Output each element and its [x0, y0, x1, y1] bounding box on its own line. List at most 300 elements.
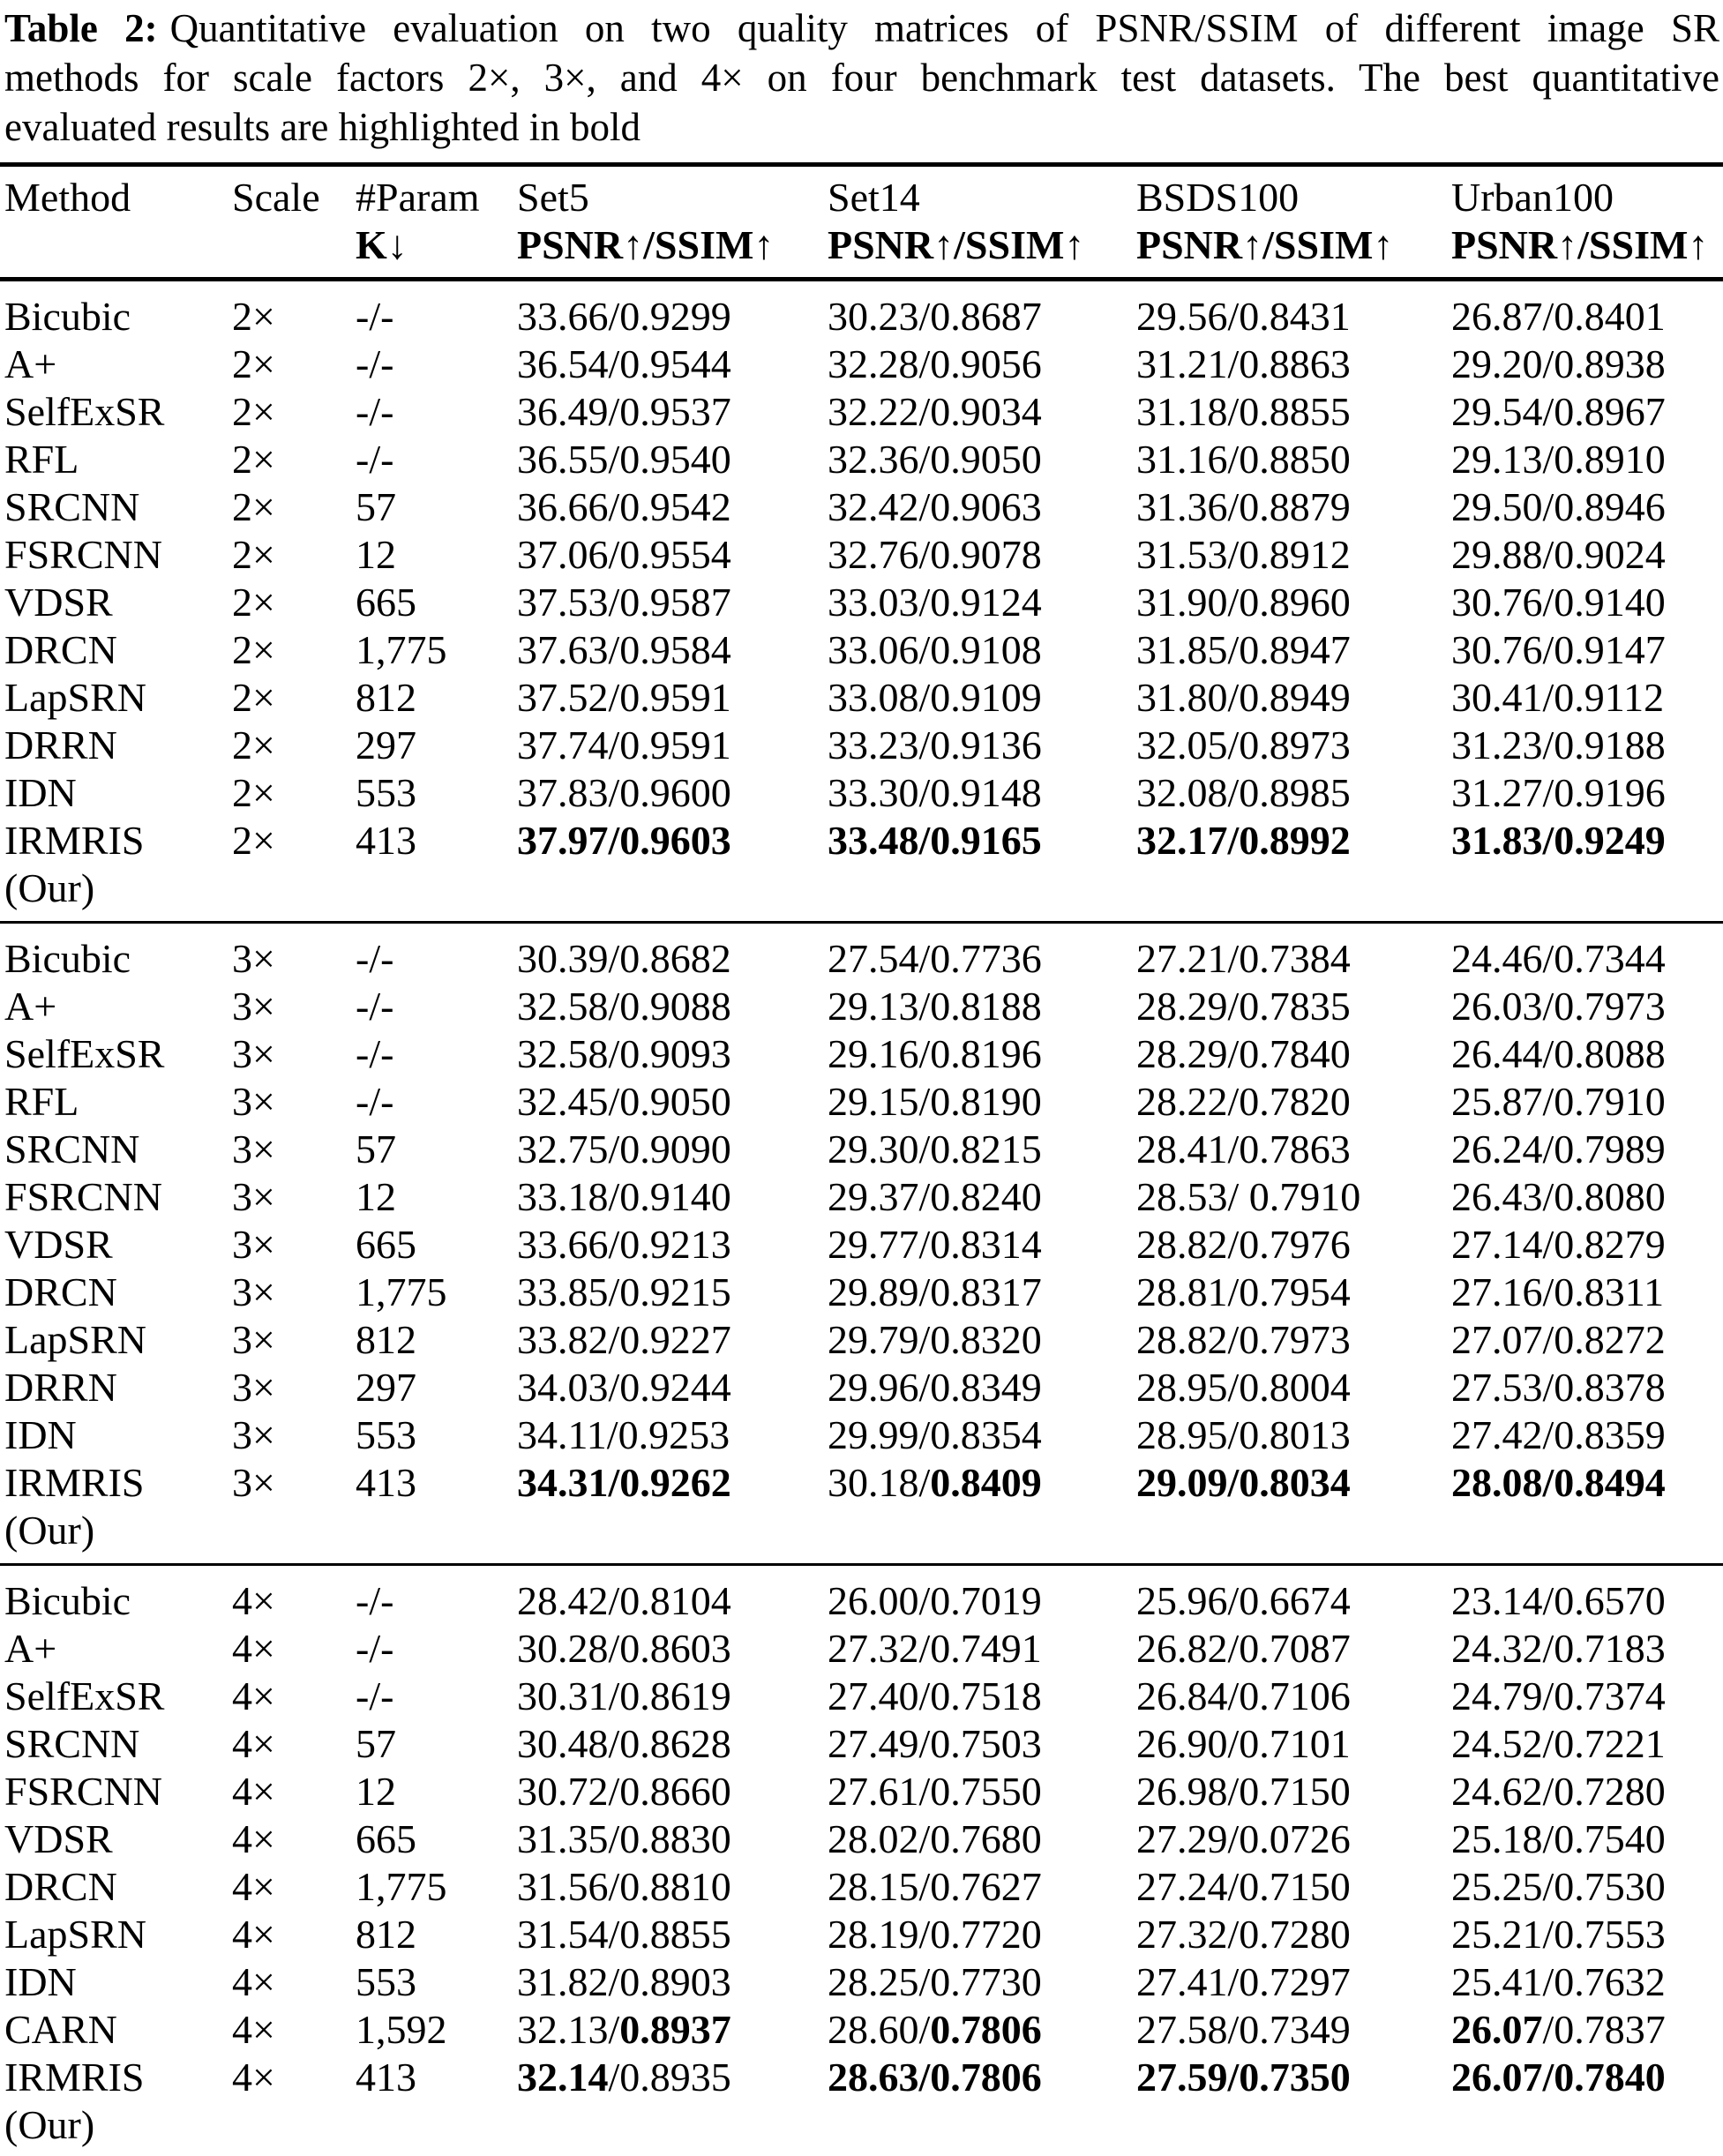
table-body [0, 281, 1723, 2156]
cell-bsds100: 28.29/0.7835 [1136, 984, 1351, 1029]
cell-param: 57 [356, 1127, 396, 1172]
method-name: VDSR [4, 580, 113, 625]
cell-param: -/- [356, 1079, 394, 1124]
method-name: FSRCNN [4, 1769, 162, 1814]
cell-set14: 29.96/0.8349 [828, 1365, 1042, 1410]
cell-bsds100: 31.36/0.8879 [1136, 484, 1351, 529]
cell-method [0, 1126, 232, 1173]
cell-urban100: 27.53/0.8378 [1451, 1365, 1666, 1410]
cell-urban100: 29.50/0.8946 [1451, 484, 1666, 529]
cell-set14: 27.40/0.7518 [828, 1673, 1042, 1718]
cell-scale: 4× [232, 1578, 275, 1623]
cell-urban100: 29.13/0.8910 [1451, 437, 1666, 482]
cell-set5: 31.54/0.8855 [517, 1912, 731, 1957]
cell-scale: 2× [232, 770, 275, 815]
method-name: A+ [4, 984, 57, 1029]
cell-urban100: 26.24/0.7989 [1451, 1127, 1666, 1172]
cell-set14: 33.48/0.9165 [828, 818, 1042, 863]
table-row [0, 626, 1723, 674]
col-header-set5-metrics: PSNR↑/SSIM↑ [517, 222, 775, 267]
header-row-2 [0, 221, 1723, 269]
cell-set5: 36.49/0.9537 [517, 389, 731, 434]
table-row [0, 1625, 1723, 1673]
cell-urban100: 24.46/0.7344 [1451, 936, 1666, 981]
method-name: SRCNN [4, 1721, 140, 1766]
method-name: DRCN [4, 1269, 117, 1314]
caption-text-1: Quantitative evaluation on two quality matrices of PSNR/SSIM of different image SR [169, 6, 1719, 50]
method-name: Bicubic [4, 936, 131, 981]
cell-urban100: 27.16/0.8311 [1451, 1269, 1665, 1314]
method-name: SRCNN [4, 484, 140, 529]
cell-scale: 4× [232, 2007, 275, 2052]
cell-scale: 2× [232, 675, 275, 720]
table-row [0, 817, 1723, 912]
cell-bsds100: 28.53/ 0.7910 [1136, 1174, 1361, 1219]
table-row [0, 1078, 1723, 1126]
method-name: A+ [4, 341, 57, 386]
cell-urban100: 25.25/0.7530 [1451, 1864, 1666, 1909]
cell-set14: 27.32/0.7491 [828, 1626, 1042, 1671]
cell-set5: 37.74/0.9591 [517, 722, 731, 767]
cell-set14: 27.61/0.7550 [828, 1769, 1042, 1814]
cell-urban100: 31.27/0.9196 [1451, 770, 1666, 815]
cell-set14: 32.28/0.9056 [828, 341, 1042, 386]
cell-urban100: 24.79/0.7374 [1451, 1673, 1666, 1718]
cell-set5: 37.06/0.9554 [517, 532, 731, 577]
cell-scale: 3× [232, 1365, 275, 1410]
table-row [0, 935, 1723, 983]
cell-set14: 33.30/0.9148 [828, 770, 1042, 815]
cell-param: 297 [356, 1365, 416, 1410]
cell-set14: 29.79/0.8320 [828, 1317, 1042, 1362]
cell-scale: 2× [232, 341, 275, 386]
cell-set14: 29.13/0.8188 [828, 984, 1042, 1029]
table-row [0, 483, 1723, 531]
cell-param: 553 [356, 770, 416, 815]
col-header-set5: Set5 [517, 175, 589, 220]
method-name: IDN [4, 1959, 77, 2004]
cell-bsds100: 28.95/0.8004 [1136, 1365, 1351, 1410]
cell-set14: 32.76/0.9078 [828, 532, 1042, 577]
cell-urban100: 26.07/0.7837 [1451, 2007, 1666, 2052]
cell-param: -/- [356, 984, 394, 1029]
col-header-bsds100-metrics: PSNR↑/SSIM↑ [1136, 222, 1394, 267]
cell-method [0, 674, 232, 722]
method-name: SelfExSR [4, 1673, 165, 1718]
cell-set14: 29.77/0.8314 [828, 1222, 1042, 1267]
cell-method [0, 722, 232, 769]
cell-set14: 33.08/0.9109 [828, 675, 1042, 720]
cell-set14: 30.23/0.8687 [828, 294, 1042, 339]
cell-method [0, 1364, 232, 1411]
method-name: IDN [4, 1412, 77, 1457]
cell-bsds100: 31.80/0.8949 [1136, 675, 1351, 720]
table-row [0, 1269, 1723, 1316]
cell-scale: 4× [232, 1959, 275, 2004]
method-name: DRCN [4, 1864, 117, 1909]
cell-method [0, 1577, 232, 1625]
cell-method [0, 817, 232, 912]
table-header [0, 167, 1723, 269]
cell-bsds100: 28.95/0.8013 [1136, 1412, 1351, 1457]
cell-method [0, 1221, 232, 1269]
cell-param: 413 [356, 818, 416, 863]
cell-param: -/- [356, 1626, 394, 1671]
cell-bsds100: 28.82/0.7973 [1136, 1317, 1351, 1362]
cell-set14: 32.22/0.9034 [828, 389, 1042, 434]
table-row [0, 2006, 1723, 2054]
cell-bsds100: 31.90/0.8960 [1136, 580, 1351, 625]
cell-scale: 2× [232, 818, 275, 863]
cell-method [0, 2006, 232, 2054]
cell-set14: 28.15/0.7627 [828, 1864, 1042, 1909]
cell-scale: 4× [232, 1626, 275, 1671]
cell-urban100: 29.88/0.9024 [1451, 532, 1666, 577]
cell-method [0, 1720, 232, 1768]
cell-bsds100: 28.81/0.7954 [1136, 1269, 1351, 1314]
cell-urban100: 24.52/0.7221 [1451, 1721, 1666, 1766]
cell-scale: 2× [232, 627, 275, 672]
cell-scale: 3× [232, 1079, 275, 1124]
cell-scale: 2× [232, 722, 275, 767]
cell-method [0, 1316, 232, 1364]
table-row [0, 1577, 1723, 1625]
method-name: SelfExSR [4, 1031, 165, 1076]
table-row [0, 579, 1723, 626]
cell-bsds100: 28.29/0.7840 [1136, 1031, 1351, 1076]
cell-urban100: 26.44/0.8088 [1451, 1031, 1666, 1076]
cell-set14: 30.18/0.8409 [828, 1460, 1042, 1505]
method-name: FSRCNN [4, 1174, 162, 1219]
cell-scale: 4× [232, 1816, 275, 1861]
cell-param: 1,775 [356, 1864, 447, 1909]
col-header-urban100: Urban100 [1451, 175, 1614, 220]
cell-bsds100: 31.16/0.8850 [1136, 437, 1351, 482]
cell-bsds100: 28.82/0.7976 [1136, 1222, 1351, 1267]
cell-scale: 3× [232, 1317, 275, 1362]
col-header-blank-1 [0, 221, 232, 269]
method-name: LapSRN [4, 1912, 146, 1957]
table-row [0, 1411, 1723, 1459]
table-section-2x [0, 281, 1723, 921]
cell-set5: 32.14/0.8935 [517, 2055, 731, 2100]
cell-method [0, 2054, 232, 2149]
cell-param: -/- [356, 1578, 394, 1623]
table-row [0, 2054, 1723, 2149]
cell-param: -/- [356, 437, 394, 482]
cell-set14: 27.54/0.7736 [828, 936, 1042, 981]
cell-method [0, 1030, 232, 1078]
cell-urban100: 29.20/0.8938 [1451, 341, 1666, 386]
method-name: SelfExSR [4, 389, 165, 434]
cell-urban100: 30.76/0.9140 [1451, 580, 1666, 625]
cell-scale: 2× [232, 484, 275, 529]
cell-scale: 3× [232, 1412, 275, 1457]
table-row [0, 1958, 1723, 2006]
col-header-blank-2 [232, 221, 356, 269]
table-row [0, 293, 1723, 341]
cell-set5: 30.48/0.8628 [517, 1721, 731, 1766]
cell-method [0, 626, 232, 674]
cell-bsds100: 31.21/0.8863 [1136, 341, 1351, 386]
cell-method [0, 1269, 232, 1316]
cell-method [0, 1863, 232, 1911]
table-row [0, 1364, 1723, 1411]
cell-scale: 2× [232, 437, 275, 482]
cell-set14: 28.25/0.7730 [828, 1959, 1042, 2004]
cell-set5: 33.18/0.9140 [517, 1174, 731, 1219]
cell-param: 812 [356, 1317, 416, 1362]
cell-method [0, 341, 232, 388]
cell-set14: 32.42/0.9063 [828, 484, 1042, 529]
cell-urban100: 25.41/0.7632 [1451, 1959, 1666, 2004]
cell-urban100: 27.07/0.8272 [1451, 1317, 1666, 1362]
table-row [0, 983, 1723, 1030]
cell-bsds100: 31.85/0.8947 [1136, 627, 1351, 672]
cell-urban100: 31.83/0.9249 [1451, 818, 1666, 863]
table-row [0, 1720, 1723, 1768]
table-row [0, 1030, 1723, 1078]
cell-set14: 28.60/0.7806 [828, 2007, 1042, 2052]
cell-method [0, 1173, 232, 1221]
method-name: Bicubic [4, 1578, 131, 1623]
method-name: FSRCNN [4, 532, 162, 577]
cell-scale: 3× [232, 1031, 275, 1076]
cell-method [0, 1768, 232, 1815]
cell-param: -/- [356, 1031, 394, 1076]
cell-set5: 32.45/0.9050 [517, 1079, 731, 1124]
cell-set5: 30.28/0.8603 [517, 1626, 731, 1671]
caption-line-3: evaluated results are highlighted in bold [4, 105, 641, 149]
table-row [0, 674, 1723, 722]
cell-set5: 32.75/0.9090 [517, 1127, 731, 1172]
cell-scale: 4× [232, 1912, 275, 1957]
cell-urban100: 26.43/0.8080 [1451, 1174, 1666, 1219]
cell-param: 1,775 [356, 627, 447, 672]
cell-bsds100: 27.29/0.0726 [1136, 1816, 1351, 1861]
col-header-method: Method [4, 175, 131, 220]
cell-bsds100: 32.08/0.8985 [1136, 770, 1351, 815]
method-note: (Our) [4, 2102, 95, 2147]
cell-set14: 27.49/0.7503 [828, 1721, 1042, 1766]
cell-method [0, 769, 232, 817]
cell-set5: 31.35/0.8830 [517, 1816, 731, 1861]
cell-bsds100: 26.98/0.7150 [1136, 1769, 1351, 1814]
cell-set14: 29.99/0.8354 [828, 1412, 1042, 1457]
cell-set5: 36.66/0.9542 [517, 484, 731, 529]
cell-set5: 37.52/0.9591 [517, 675, 731, 720]
table-row [0, 388, 1723, 436]
cell-param: 12 [356, 1769, 396, 1814]
cell-set5: 32.58/0.9088 [517, 984, 731, 1029]
method-name: SRCNN [4, 1127, 140, 1172]
results-table [0, 167, 1723, 2156]
caption-line-1 [4, 4, 1719, 53]
table-row [0, 1768, 1723, 1815]
cell-urban100: 26.03/0.7973 [1451, 984, 1666, 1029]
method-name: IDN [4, 770, 77, 815]
cell-param: 553 [356, 1412, 416, 1457]
table-section-4x [0, 1566, 1723, 2156]
method-name: IRMRIS [4, 818, 145, 863]
cell-scale: 4× [232, 1721, 275, 1766]
method-name: VDSR [4, 1222, 113, 1267]
table-row [0, 722, 1723, 769]
table-row [0, 1863, 1723, 1911]
cell-method [0, 1673, 232, 1720]
cell-urban100: 27.42/0.8359 [1451, 1412, 1666, 1457]
cell-param: 297 [356, 722, 416, 767]
cell-param: 553 [356, 1959, 416, 2004]
table-row [0, 1316, 1723, 1364]
cell-urban100: 23.14/0.6570 [1451, 1578, 1666, 1623]
cell-set5: 34.03/0.9244 [517, 1365, 731, 1410]
cell-urban100: 24.32/0.7183 [1451, 1626, 1666, 1671]
cell-scale: 3× [232, 1460, 275, 1505]
cell-set14: 29.16/0.8196 [828, 1031, 1042, 1076]
caption-line-2: methods for scale factors 2×, 3×, and 4× on four benchmark test datasets. The best quantitative [4, 56, 1719, 100]
cell-urban100: 28.08/0.8494 [1451, 1460, 1666, 1505]
cell-param: 413 [356, 1460, 416, 1505]
method-name: DRCN [4, 627, 117, 672]
method-name: Bicubic [4, 294, 131, 339]
cell-bsds100: 25.96/0.6674 [1136, 1578, 1351, 1623]
cell-scale: 4× [232, 1673, 275, 1718]
cell-bsds100: 26.84/0.7106 [1136, 1673, 1351, 1718]
col-header-param: #Param [356, 175, 480, 220]
cell-scale: 2× [232, 389, 275, 434]
cell-set5: 31.56/0.8810 [517, 1864, 731, 1909]
cell-param: 812 [356, 1912, 416, 1957]
cell-param: 1,775 [356, 1269, 447, 1314]
cell-set14: 28.63/0.7806 [828, 2055, 1042, 2100]
cell-method [0, 293, 232, 341]
cell-urban100: 31.23/0.9188 [1451, 722, 1666, 767]
table-row [0, 1126, 1723, 1173]
cell-set5: 34.31/0.9262 [517, 1460, 731, 1505]
method-name: LapSRN [4, 675, 146, 720]
cell-set5: 33.66/0.9299 [517, 294, 731, 339]
cell-scale: 4× [232, 2055, 275, 2100]
cell-set14: 29.37/0.8240 [828, 1174, 1042, 1219]
cell-scale: 2× [232, 532, 275, 577]
cell-bsds100: 27.59/0.7350 [1136, 2055, 1351, 2100]
cell-set5: 28.42/0.8104 [517, 1578, 731, 1623]
cell-urban100: 26.07/0.7840 [1451, 2055, 1666, 2100]
cell-urban100: 26.87/0.8401 [1451, 294, 1666, 339]
cell-set14: 32.36/0.9050 [828, 437, 1042, 482]
cell-method [0, 531, 232, 579]
cell-bsds100: 28.41/0.7863 [1136, 1127, 1351, 1172]
table-row [0, 1459, 1723, 1554]
cell-set5: 37.83/0.9600 [517, 770, 731, 815]
col-header-param-unit: K↓ [356, 222, 408, 267]
col-header-set14-metrics: PSNR↑/SSIM↑ [828, 222, 1085, 267]
cell-scale: 3× [232, 1127, 275, 1172]
table-row [0, 1911, 1723, 1958]
cell-bsds100: 32.17/0.8992 [1136, 818, 1351, 863]
cell-bsds100: 27.58/0.7349 [1136, 2007, 1351, 2052]
cell-param: 665 [356, 580, 416, 625]
cell-bsds100: 32.05/0.8973 [1136, 722, 1351, 767]
cell-bsds100: 26.82/0.7087 [1136, 1626, 1351, 1671]
table-row [0, 1673, 1723, 1720]
cell-set14: 33.06/0.9108 [828, 627, 1042, 672]
method-note: (Our) [4, 865, 95, 910]
cell-method [0, 436, 232, 483]
cell-param: 12 [356, 532, 396, 577]
cell-param: 12 [356, 1174, 396, 1219]
method-note: (Our) [4, 1508, 95, 1553]
cell-param: -/- [356, 1673, 394, 1718]
cell-set5: 33.66/0.9213 [517, 1222, 731, 1267]
cell-set5: 32.58/0.9093 [517, 1031, 731, 1076]
method-name: CARN [4, 2007, 117, 2052]
cell-set14: 33.03/0.9124 [828, 580, 1042, 625]
table-caption [0, 4, 1723, 152]
method-name: DRRN [4, 722, 117, 767]
method-name: LapSRN [4, 1317, 146, 1362]
cell-scale: 3× [232, 984, 275, 1029]
cell-method [0, 1459, 232, 1554]
cell-bsds100: 31.53/0.8912 [1136, 532, 1351, 577]
cell-set5: 34.11/0.9253 [517, 1412, 730, 1457]
cell-set5: 37.97/0.9603 [517, 818, 731, 863]
cell-set14: 28.02/0.7680 [828, 1816, 1042, 1861]
cell-urban100: 25.18/0.7540 [1451, 1816, 1666, 1861]
cell-set14: 29.89/0.8317 [828, 1269, 1042, 1314]
cell-urban100: 29.54/0.8967 [1451, 389, 1666, 434]
method-name: RFL [4, 1079, 79, 1124]
cell-set5: 36.55/0.9540 [517, 437, 731, 482]
table-row [0, 436, 1723, 483]
col-header-urban100-metrics: PSNR↑/SSIM↑ [1451, 222, 1709, 267]
cell-param: 1,592 [356, 2007, 447, 2052]
table-row [0, 769, 1723, 817]
cell-set14: 33.23/0.9136 [828, 722, 1042, 767]
cell-scale: 2× [232, 580, 275, 625]
table-row [0, 1173, 1723, 1221]
cell-method [0, 1815, 232, 1863]
cell-method [0, 1078, 232, 1126]
cell-urban100: 25.87/0.7910 [1451, 1079, 1666, 1124]
cell-set5: 30.72/0.8660 [517, 1769, 731, 1814]
cell-bsds100: 27.41/0.7297 [1136, 1959, 1351, 2004]
cell-param: -/- [356, 341, 394, 386]
cell-scale: 2× [232, 294, 275, 339]
cell-bsds100: 26.90/0.7101 [1136, 1721, 1351, 1766]
method-name: VDSR [4, 1816, 113, 1861]
cell-set5: 32.13/0.8937 [517, 2007, 731, 2052]
cell-method [0, 483, 232, 531]
header-row-1 [0, 174, 1723, 221]
cell-bsds100: 28.22/0.7820 [1136, 1079, 1351, 1124]
cell-urban100: 30.76/0.9147 [1451, 627, 1666, 672]
cell-urban100: 30.41/0.9112 [1451, 675, 1665, 720]
cell-method [0, 1625, 232, 1673]
cell-urban100: 24.62/0.7280 [1451, 1769, 1666, 1814]
cell-method [0, 579, 232, 626]
cell-param: -/- [356, 389, 394, 434]
table-section-3x [0, 924, 1723, 1563]
col-header-bsds100: BSDS100 [1136, 175, 1300, 220]
cell-method [0, 388, 232, 436]
cell-scale: 3× [232, 936, 275, 981]
cell-urban100: 27.14/0.8279 [1451, 1222, 1666, 1267]
table-row [0, 531, 1723, 579]
col-header-set14: Set14 [828, 175, 920, 220]
cell-set5: 30.31/0.8619 [517, 1673, 731, 1718]
